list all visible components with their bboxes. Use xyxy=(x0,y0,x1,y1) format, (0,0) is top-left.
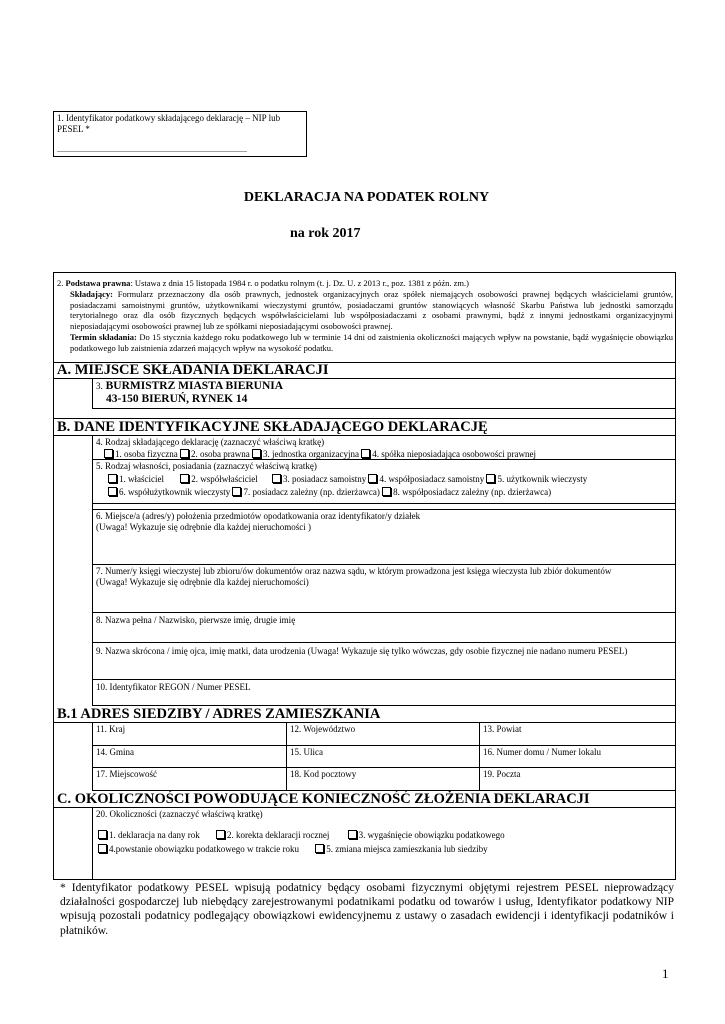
option-obligation-expiry[interactable] xyxy=(348,830,505,840)
option-label: 8. współposiadacz zależny (np. dzierżawca) xyxy=(393,487,552,497)
option-label: 3. jednostka organizacyjna xyxy=(262,449,360,459)
option-correction[interactable] xyxy=(216,830,329,840)
option-label: 2. osoba prawna xyxy=(190,449,250,459)
footnote: * Identyfikator podatkowy PESEL wpisują podatnicy będący osobami fizycznymi objętymi rejestrem PESEL nieprowadzący działalności gospodarczej lub niebędący zarejestrowanymi podatnikami podatku od towarów i usług, Identyfikator podatkowy NIP wpisują pozostali podatnicy podlegający obowiązkowi ewidencyjnemu z ustawy o zasadach ewidencji i identyfikacji podatników i płatników. xyxy=(60,882,674,937)
field-commune-label: 14. Gmina xyxy=(96,747,134,757)
field-district-label: 13. Powiat xyxy=(483,724,522,734)
field-city-label: 17. Miejscowość xyxy=(96,769,157,779)
option-label: 2. współwłaściciel xyxy=(191,474,258,484)
field-4-submitter-type xyxy=(93,436,675,460)
option-label: 4. współposiadacz samoistny xyxy=(379,474,485,484)
checkbox-icon xyxy=(315,844,324,853)
office-line-1 xyxy=(96,380,673,393)
checkbox-icon xyxy=(361,449,370,458)
legal-basis-line: 2. Podstawa prawna: Ustawa z dnia 15 listopada 1984 r. o podatku rolnym (t. j. Dz. U. z 2013 r., poz. 1381 z późn. zm.) xyxy=(57,278,469,288)
taxpayer-id-box[interactable] xyxy=(53,111,307,157)
field-province-label: 12. Województwo xyxy=(290,724,356,734)
checkbox-icon xyxy=(108,474,117,483)
legal-basis-label: Podstawa prawna xyxy=(65,278,131,288)
section-a-spacer xyxy=(53,409,676,419)
checkbox-icon xyxy=(272,474,281,483)
field-5-options-row-1 xyxy=(96,474,672,485)
option-independent-co-holder[interactable] xyxy=(368,474,484,484)
address-grid xyxy=(92,723,676,791)
field-20-options-row-1 xyxy=(96,830,673,841)
option-dependent-co-holder[interactable] xyxy=(382,487,551,497)
office-line-2: 43-150 BIERUŃ, RYNEK 14 xyxy=(106,393,248,405)
field-commune[interactable] xyxy=(93,746,287,768)
option-co-owner[interactable] xyxy=(180,474,258,484)
option-independent-holder[interactable] xyxy=(272,474,366,484)
field-5-label: 5. Rodzaj własności, posiadania (zaznaczyć właściwą kratkę) xyxy=(96,461,317,471)
field-7-label: 7. Numer/y księgi wieczystej lub zbioru/ów dokumentów oraz nazwa sądu, w którym prowadzona jest księga wieczysta lub zbiór dokumentów xyxy=(96,566,612,576)
field-5-ownership-type xyxy=(93,460,675,504)
field-20-circumstances xyxy=(92,808,676,880)
section-b-heading-row xyxy=(53,419,676,436)
legal-basis-text: : Ustawa z dnia 15 listopada 1984 r. o podatku rolnym (t. j. Dz. U. z 2013 r., poz. 1381 z późn. zm.) xyxy=(130,278,469,288)
field-province[interactable] xyxy=(287,723,480,746)
office-address-box xyxy=(92,379,676,409)
option-dependent-holder[interactable] xyxy=(232,487,379,497)
section-b1-heading-row xyxy=(53,706,676,723)
checkbox-icon xyxy=(108,487,117,496)
checkbox-icon xyxy=(368,474,377,483)
option-label: 3. wygaśnięcie obowiązku podatkowego xyxy=(358,830,505,840)
option-perpetual-co-user[interactable] xyxy=(108,487,230,497)
checkbox-icon xyxy=(232,487,241,496)
field-6-label: 6. Miejsce/a (adres/y) położenia przedmiotów opodatkowania oraz identyfikator/y działek xyxy=(96,511,421,521)
legal-basis-block xyxy=(57,278,673,354)
checkbox-icon xyxy=(180,474,189,483)
field-street-label: 15. Ulica xyxy=(290,747,323,757)
section-a-heading: A. MIEJSCE SKŁADANIA DEKLARACJI xyxy=(57,362,329,378)
section-b-heading: B. DANE IDENTYFIKACYJNE SKŁADAJĄCEGO DEKLARACJĘ xyxy=(57,419,488,435)
checkbox-icon xyxy=(486,474,495,483)
section-b1-heading: B.1 ADRES SIEDZIBY / ADRES ZAMIESZKANIA xyxy=(57,706,381,722)
field-9-label: 9. Nazwa skrócona / imię ojca, imię matki, data urodzenia (Uwaga! Wykazuje się tylko wówczas, gdy osobie fizycznej nie nadano numeru PESEL) xyxy=(96,646,628,656)
option-perpetual-user[interactable] xyxy=(486,474,587,484)
deadline-text: Do 15 stycznia każdego roku podatkowego lub w terminie 14 dni od zaistnienia okoliczności mających wpływ na powstanie, bądź wygaśnięcie obowiązku podatkowego lub zaistnienia zdarzeń mających wpływ na wysokość podatku. xyxy=(70,331,673,353)
field-country[interactable] xyxy=(93,723,287,746)
checkbox-icon xyxy=(180,449,189,458)
office-num: 3. xyxy=(96,381,103,391)
option-label: 4.powstanie obowiązku podatkowego w trakcie roku xyxy=(109,844,299,854)
field-10-regon-pesel[interactable] xyxy=(93,680,675,706)
option-partnership[interactable] xyxy=(361,449,536,459)
form-year: na rok 2017 xyxy=(290,226,361,241)
option-label: 3. posiadacz samoistny xyxy=(282,474,367,484)
field-postal-code[interactable] xyxy=(287,768,480,791)
option-natural-person[interactable] xyxy=(104,449,178,459)
deadline-label: Termin składania: xyxy=(70,331,137,342)
checkbox-icon xyxy=(98,830,107,839)
option-label: 1. deklaracja na dany rok xyxy=(109,830,200,840)
field-6-note: (Uwaga! Wykazuje się odrębnie dla każdej nieruchomości ) xyxy=(96,522,311,532)
field-post-office[interactable] xyxy=(480,768,676,791)
option-address-change[interactable] xyxy=(315,844,487,854)
field-8-label: 8. Nazwa pełna / Nazwisko, pierwsze imię, drugie imię xyxy=(96,615,296,625)
field-postal-code-label: 18. Kod pocztowy xyxy=(290,769,357,779)
checkbox-icon xyxy=(348,830,357,839)
field-6-property-location[interactable] xyxy=(93,510,675,565)
submitters-label: Składający: xyxy=(70,288,113,299)
submitters-text: Formularz przeznaczony dla osób prawnych, jednostek organizacyjnych oraz spółek niemających osobowości prawnej będących właścicielami gruntów, posiadaczami samoistnymi gruntów, użytkownikami wieczystymi gruntów, posiadaczami gruntów stanowiących własność Skarbu Państwa lub jednostki samorządu terytorialnego oraz dla osób fizycznych będących współwłaścicielami lub współposiadaczami z osobami prawnymi, bądź z innymi jednostkami organizacyjnymi nieposiadającymi osobowości prawnej lub ze spółkami nieposiadającymi osobowości prawnej. xyxy=(70,288,673,332)
form-title: DEKLARACJA NA PODATEK ROLNY xyxy=(243,190,490,205)
field-district[interactable] xyxy=(480,723,676,746)
field-20-label: 20. Okoliczności (zaznaczyć właściwą kratkę) xyxy=(96,809,263,819)
checkbox-icon xyxy=(252,449,261,458)
deadline-line xyxy=(57,332,673,354)
option-owner[interactable] xyxy=(108,474,164,484)
field-5-options-row-2 xyxy=(96,487,672,498)
option-label: 5. użytkownik wieczysty xyxy=(497,474,588,484)
checkbox-icon xyxy=(98,844,107,853)
field-20-options-row-2 xyxy=(96,844,673,855)
option-annual-declaration[interactable] xyxy=(98,830,200,840)
field-8-full-name[interactable] xyxy=(93,613,675,643)
section-a-heading-row xyxy=(53,362,676,379)
field-post-office-label: 19. Poczta xyxy=(483,769,521,779)
field-9-short-name[interactable] xyxy=(93,643,675,680)
office-name: BURMISTRZ MIASTA BIERUNIA xyxy=(105,380,284,392)
option-label: 4. spółka nieposiadająca osobowości prawnej xyxy=(372,449,536,459)
option-legal-person[interactable] xyxy=(180,449,250,459)
field-street[interactable] xyxy=(287,746,480,768)
field-10-label: 10. Identyfikator REGON / Numer PESEL xyxy=(96,682,251,692)
option-obligation-start[interactable] xyxy=(98,844,299,854)
checkbox-icon xyxy=(104,449,113,458)
field-house-number[interactable] xyxy=(480,746,676,768)
section-c-heading: C. OKOLICZNOŚCI POWODUJĄCE KONIECZNOŚĆ ZŁOŻENIA DEKLARACJI xyxy=(57,791,590,807)
submitters-line xyxy=(57,289,673,332)
section-c-heading-row xyxy=(53,791,676,808)
taxpayer-id-label: 1. Identyfikator podatkowy składającego deklarację – NIP lub PESEL * xyxy=(57,113,281,134)
field-4-label: 4. Rodzaj składającego deklarację (zaznaczyć właściwą kratkę) xyxy=(96,437,325,447)
field-country-label: 11. Kraj xyxy=(96,724,126,734)
option-label: 6. współużytkownik wieczysty xyxy=(119,487,231,497)
page-number: 1 xyxy=(662,966,669,981)
option-label: 2. korekta deklaracji rocznej xyxy=(226,830,330,840)
field-house-number-label: 16. Numer domu / Numer lokalu xyxy=(483,747,601,757)
taxpayer-id-dots: ............................................................................................... xyxy=(57,145,247,154)
field-7-land-register[interactable] xyxy=(93,565,675,613)
field-7-note: (Uwaga! Wykazuje się odrębnie dla każdej nieruchomości) xyxy=(96,577,309,587)
field-4-options xyxy=(96,449,672,460)
checkbox-icon xyxy=(382,487,391,496)
option-label: 1. właściciel xyxy=(119,474,164,484)
option-label: 5. zmiana miejsca zamieszkania lub siedziby xyxy=(326,844,488,854)
option-organizational-unit[interactable] xyxy=(252,449,359,459)
field-city[interactable] xyxy=(93,768,287,791)
checkbox-icon xyxy=(216,830,225,839)
option-label: 1. osoba fizyczna xyxy=(115,449,178,459)
option-label: 7. posiadacz zależny (np. dzierżawca) xyxy=(243,487,380,497)
